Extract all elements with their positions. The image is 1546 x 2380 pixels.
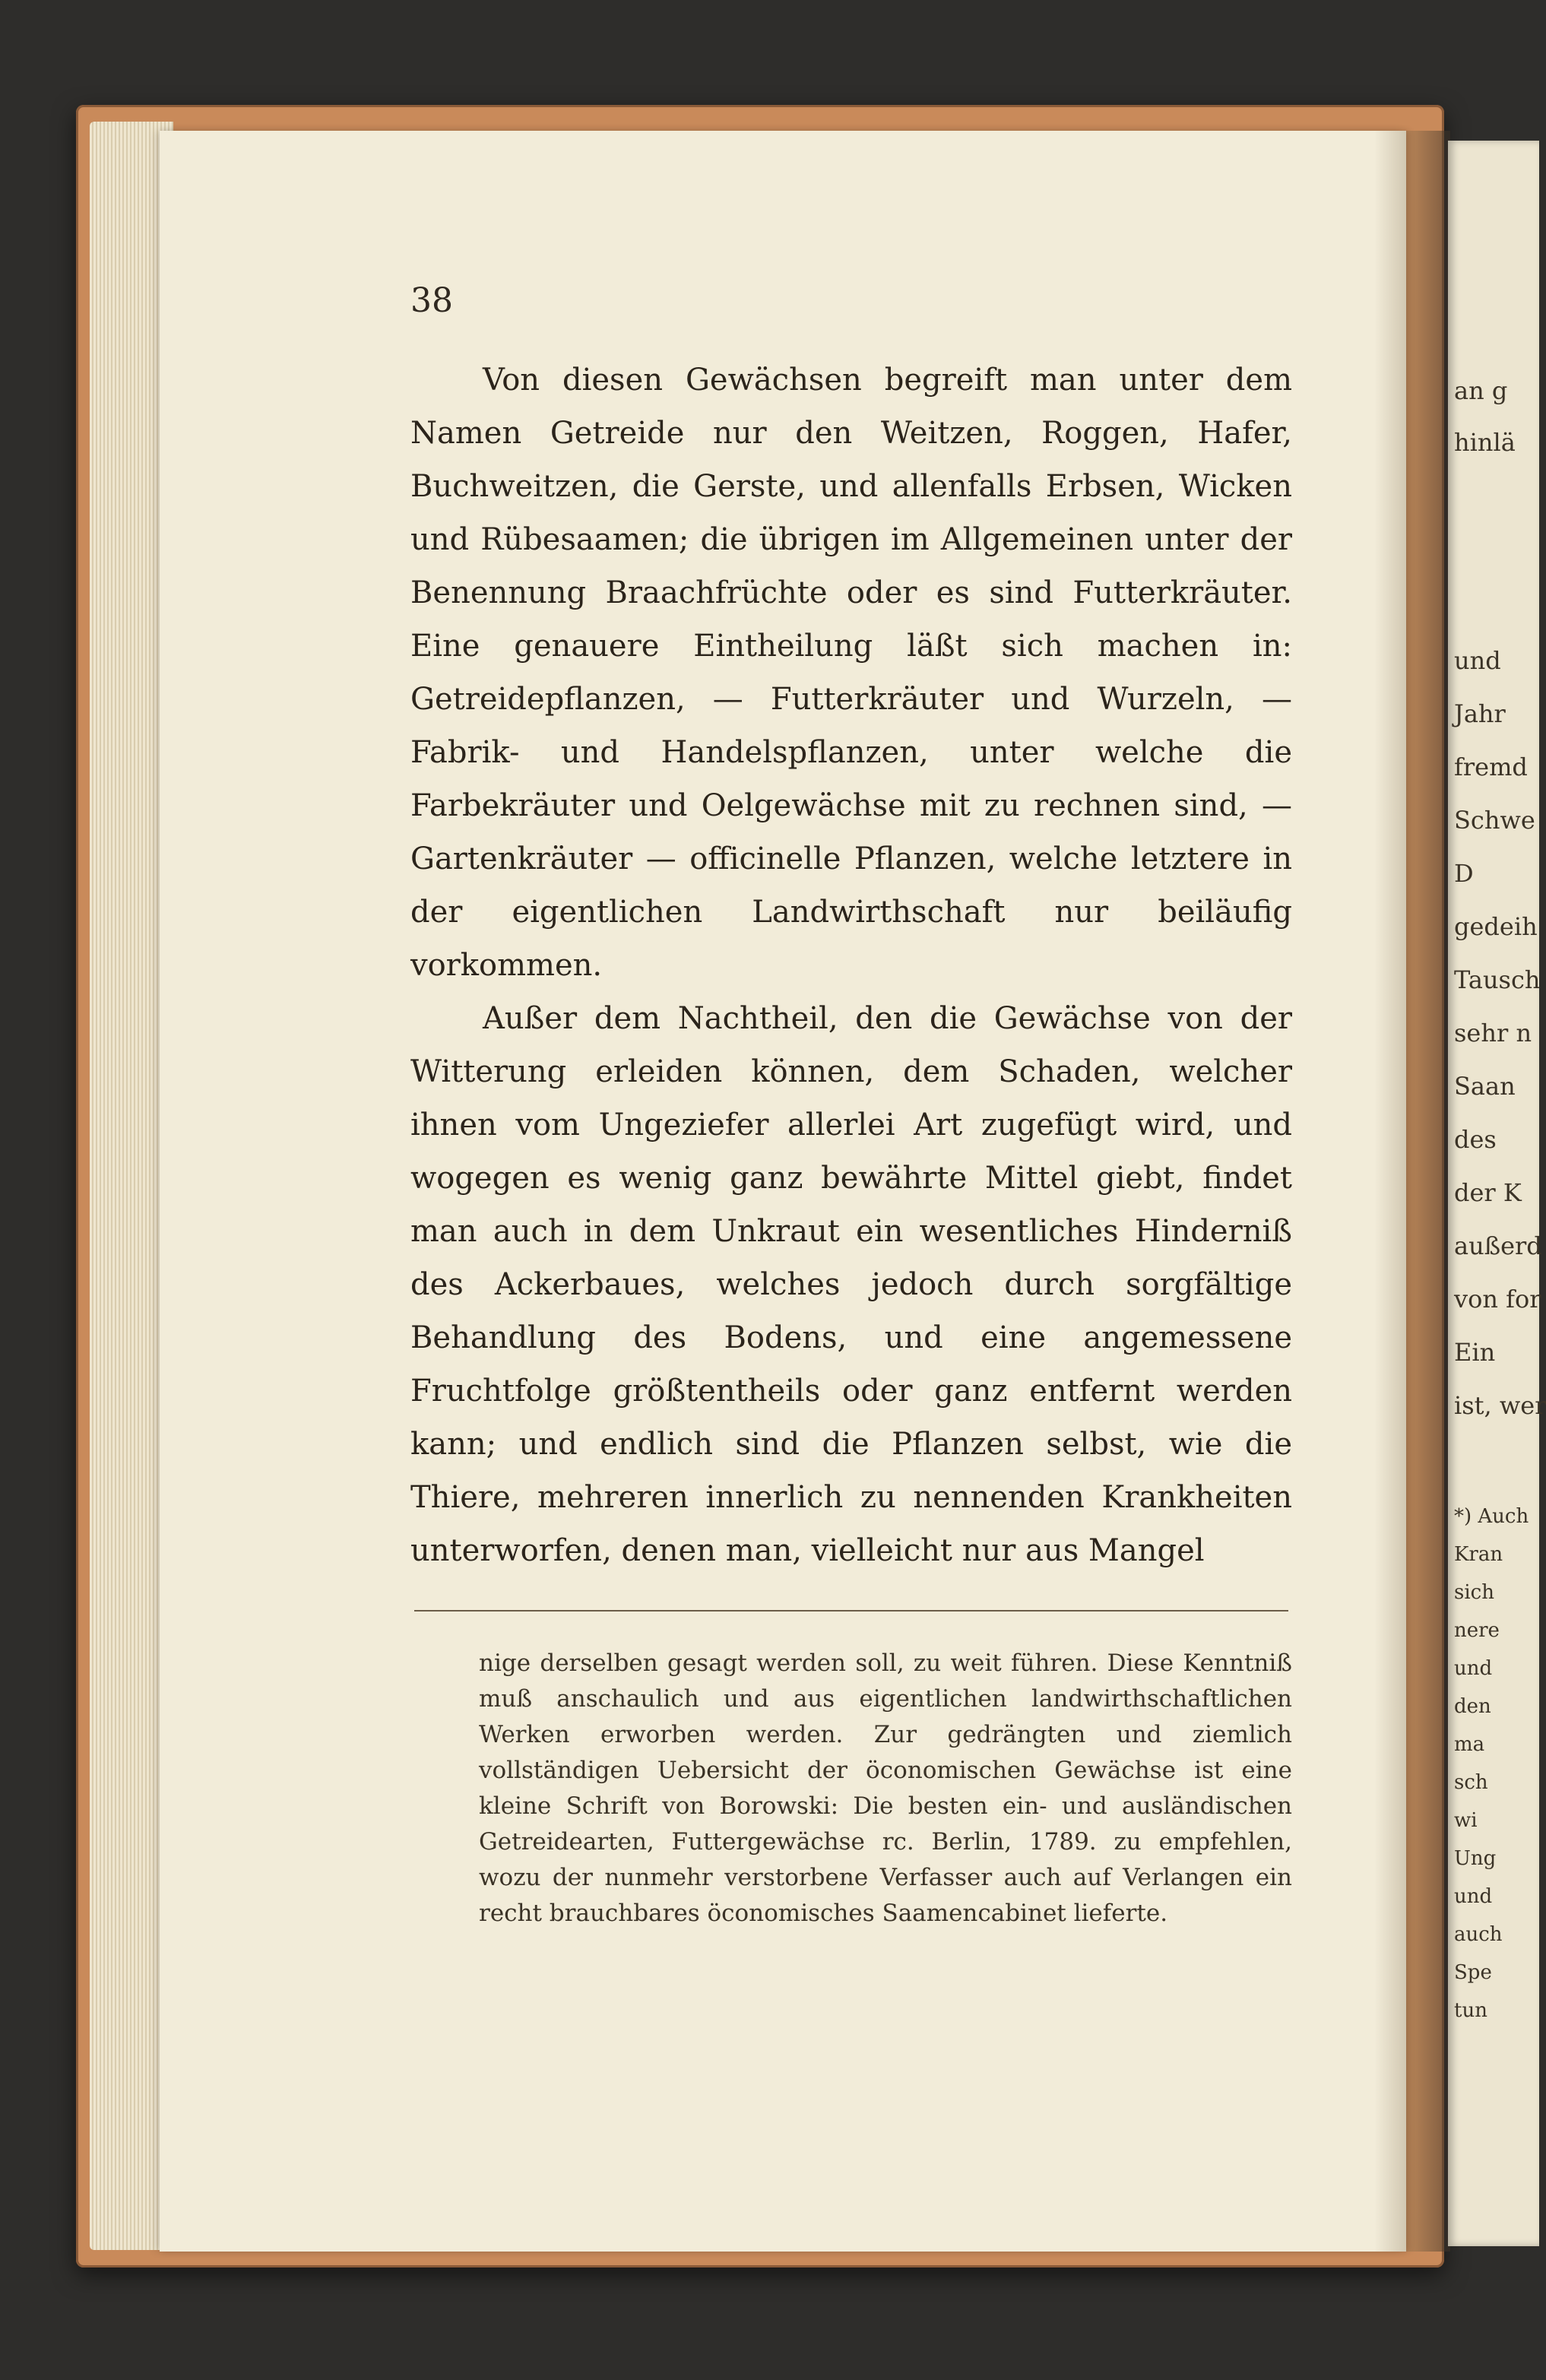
facing-fragment: nere xyxy=(1454,1619,1500,1642)
footnote-divider xyxy=(414,1610,1288,1611)
facing-fragment: ist, wer xyxy=(1454,1391,1546,1420)
paragraph: Außer dem Nachtheil, den die Gewächse von der Witterung erleiden können, dem Schaden, welcher ihnen vom Ungeziefer allerlei Art zugefügt wird, und wogegen es wenig ganz bewährte Mittel giebt, findet man auch in dem Unkraut ein wesentliches Hinderniß des Ackerbaues, welches jedoch durch sorgfältige Behandlung des Bodens, und eine angemessene Fruchtfolge größtentheils oder ganz entfernt werden kann; und endlich sind die Pflanzen selbst, wie die Thiere, mehreren innerlich zu nennenden Krankheiten unterworfen, denen man, vielleicht nur aus Mangel xyxy=(410,1001,1292,1568)
facing-fragment: auch xyxy=(1454,1923,1503,1946)
facing-fragment: Kran xyxy=(1454,1543,1503,1566)
facing-fragment: und xyxy=(1454,1885,1493,1908)
facing-fragment: der K xyxy=(1454,1178,1522,1207)
facing-fragment: Jahr xyxy=(1454,699,1506,728)
facing-fragment: Ung xyxy=(1454,1847,1497,1870)
paragraph: Von diesen Gewächsen begreift man unter dem Namen Getreide nur den Weitzen, Roggen, Hafer, Buchweitzen, die Gerste, und allenfalls Erbsen, Wicken und Rübesaamen; die übrigen im Allgemeinen unter der Benennung Braachfrüchte oder es sind Futterkräuter. Eine genauere Eintheilung läßt sich machen in: Getreidepflanzen, — Futterkräuter und Wurzeln, — Fabrik- und Handelspflanzen, unter welche die Farbekräuter und Oelgewächse mit zu rechnen sind, — Gartenkräuter — officinelle Pflanzen, welche letztere in der eigentlichen Landwirthschaft nur beiläufig vorkommen. xyxy=(410,363,1292,983)
facing-fragment: außerd xyxy=(1454,1231,1542,1260)
facing-fragment: an g xyxy=(1454,376,1508,405)
page-number: 38 xyxy=(410,281,453,320)
main-text xyxy=(410,353,1292,1577)
page-gutter xyxy=(1374,131,1450,2252)
facing-fragment: und xyxy=(1454,646,1501,675)
facing-fragment: fremd xyxy=(1454,753,1528,781)
facing-fragment: D xyxy=(1454,859,1474,888)
facing-fragment: wi xyxy=(1454,1809,1478,1832)
facing-fragment: gedeih xyxy=(1454,912,1538,941)
facing-fragment: sich xyxy=(1454,1581,1494,1604)
facing-fragment: Schwe xyxy=(1454,806,1535,835)
facing-fragment: Ein xyxy=(1454,1338,1496,1367)
facing-fragment: des xyxy=(1454,1125,1497,1154)
facing-page xyxy=(1448,141,1546,2246)
facing-fragment: tun xyxy=(1454,1999,1487,2022)
facing-fragment: Saan xyxy=(1454,1072,1516,1101)
footnote-text: nige derselben gesagt werden soll, zu weit führen. Diese Kenntniß muß anschaulich und aus eigentlichen landwirthschaftlichen Werken erworben werden. Zur gedrängten und ziemlich vollständigen Uebersicht der öconomischen Gewächse ist eine kleine Schrift von Borowski: Die besten ein- und ausländischen Getreidearten, Futtergewächse rc. Berlin, 1789. zu empfehlen, wozu der nunmehr verstorbene Verfasser auch auf Verlangen ein recht brauchbares öconomisches Saamencabinet lieferte. xyxy=(479,1650,1292,1927)
facing-fragment: sch xyxy=(1454,1771,1488,1794)
facing-fragment: den xyxy=(1454,1695,1491,1718)
facing-fragment: Tausch xyxy=(1454,965,1541,994)
facing-fragment: und xyxy=(1454,1657,1493,1680)
facing-fragment: hinlä xyxy=(1454,428,1516,457)
facing-fragment: von for xyxy=(1454,1285,1541,1314)
footnote xyxy=(479,1646,1292,1932)
facing-fragment: ma xyxy=(1454,1733,1485,1756)
facing-fragment: *) Auch xyxy=(1454,1505,1529,1528)
facing-fragment: sehr n xyxy=(1454,1019,1532,1047)
facing-fragment: Spe xyxy=(1454,1961,1492,1984)
